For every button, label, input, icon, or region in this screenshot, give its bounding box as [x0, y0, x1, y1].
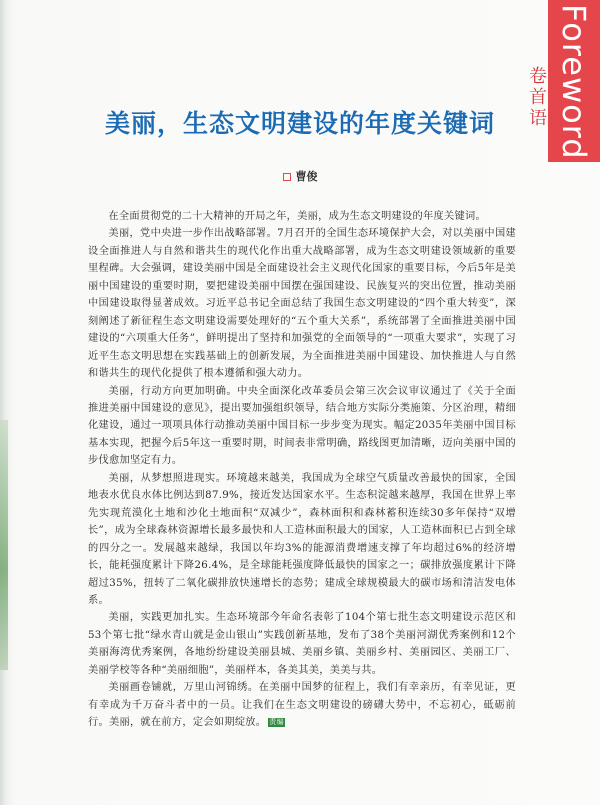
paragraph-practice: 美丽，实践更加扎实。生态环境部今年命名表彰了104个第七批生态文明建设示范区和53个第七批“绿水青山就是金山银山”实践创新基地，发布了38个美丽河湖优秀案例和12个美丽海湾优秀案例，各地纷纷建设美丽县城、美丽乡镇、美丽乡村、美丽园区、美丽工厂、美丽学校等各种“美丽细胞”，美丽样本，各美其美，美美与共。: [88, 612, 516, 676]
paragraph-intro: 在全面贯彻党的二十大精神的开局之年，美丽，成为生态文明建设的年度关键词。: [108, 211, 486, 222]
article-title: 美丽，生态文明建设的年度关键词: [104, 109, 495, 138]
square-bullet-icon: [283, 173, 291, 181]
closing-text: 美丽画卷铺就，万里山河锦绣。在美丽中国梦的征程上，我们有幸亲历，有幸见证，更有幸成为千万奋斗者中的一员。让我们在生态文明建设的磅礴大势中，不忘初心，砥砺前行。美丽，就在前方，定会如期绽放。: [88, 682, 516, 729]
section-tab-chinese: 卷首语: [526, 66, 547, 129]
section-tab: [548, 0, 600, 162]
paragraph-closing: [88, 679, 516, 731]
paragraph-action: 美丽，行动方向更加明确。中央全面深化改革委员会第三次会议审议通过了《关于全面推进美丽中国建设的意见》，提出要加强组织领导，结合地方实际分类施策、分区治理，精细化建设，通过一项项具体行动推动美丽中国目标一步步变为现实。幅定2035年美丽中国目标基本实现，把握今后5年这一重要时期，时间表非常明确，路线图更加清晰，迈向美丽中国的步伐愈加坚定有力。: [88, 385, 516, 467]
paragraph-strategy: 美丽，党中央进一步作出战略部署。7月召开的全国生态环境保护大会，对以美丽中国建设全面推进人与自然和谐共生的现代化作出重大战略部署，成为生态文明建设领域新的重要里程碑。大会强调，建设美丽中国是全面建设社会主义现代化国家的重要目标，今后5年是美丽中国建设的重要时期，要把建设美丽中国摆在强国建设、民族复兴的突出位置，推动美丽中国建设取得显著成效。习近平总书记全面总结了我国生态文明建设的“四个重大转变”，深刻阐述了新征程生态文明建设需要处理好的“五个重大关系”，系统部署了全面推进美丽中国建设的“六项重大任务”，鲜明提出了坚持和加强党的全面领导的“一项重大要求”，实现了习近平生态文明思想在实践基础上的创新发展，为全面推进美丽中国建设、加快推进人与自然和谐共生的现代化提供了根本遵循和强大动力。: [88, 228, 516, 380]
binding-edge-decoration: [0, 420, 8, 670]
article-body: [88, 208, 516, 732]
paragraph-reality: 美丽，从梦想照进现实。环境越来越美，我国成为全球空气质量改善最快的国家，全国地表水优良水体比例达到87.9%，接近发达国家水平。生态积淀越来越厚，我国在世界上率先实现荒漠化土地和沙化土地面积“双减少”，森林面积和森林蓄积连续30多年保持“双增长”，成为全球森林资源增长最多最快和人工造林面积最大的国家，人工造林面积已占到全球的四分之一。发展越来越绿，我国以年均3%的能源消费增速支撑了年均超过6%的经济增长，能耗强度累计下降26.4%，是全球能耗强度降低最快的国家之一；碳排放强度累计下降超过35%，扭转了二氧化碳排放快速增长的态势；建成全球规模最大的碳市场和清洁发电体系。: [88, 472, 516, 606]
article-byline: [0, 168, 600, 184]
author-name: 曹俊: [295, 170, 318, 183]
section-tab-english: Foreword: [555, 4, 593, 160]
editor-end-mark: 责编: [269, 718, 284, 727]
